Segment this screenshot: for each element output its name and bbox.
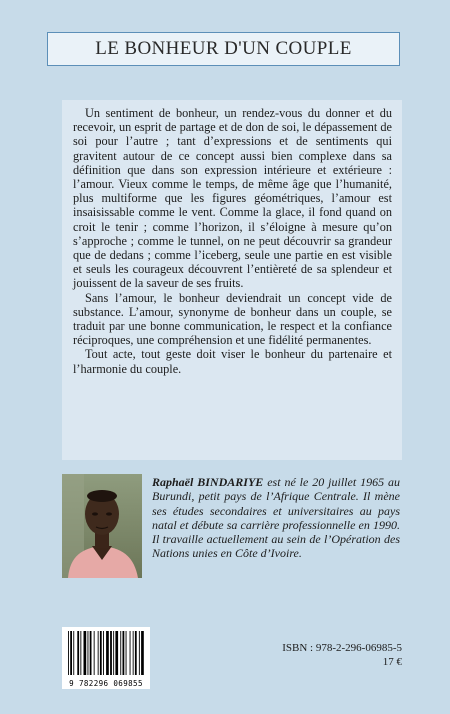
back-cover-summary bbox=[62, 100, 402, 460]
author-photo bbox=[62, 474, 142, 578]
author-bio bbox=[152, 475, 400, 561]
book-title-box bbox=[47, 32, 400, 66]
price: 17 € bbox=[382, 656, 402, 668]
summary-paragraph-3: Tout acte, tout geste doit viser le bonheur du partenaire et l’harmonie du couple. bbox=[73, 347, 392, 376]
barcode-bars bbox=[62, 627, 150, 679]
summary-paragraph-2: Sans l’amour, le bonheur deviendrait un concept vide de substance. L’amour, synonyme de bonheur dans un couple, se traduit par une bonne communication, le respect et la confiance réciproques, une compréhension et une fidélité permanentes. bbox=[73, 290, 392, 348]
isbn: ISBN : 978-2-296-06985-5 bbox=[282, 642, 402, 654]
summary-paragraph-1: Un sentiment de bonheur, un rendez-vous du donner et du recevoir, un esprit de partage et de don de soi, le dépassement de soi pour l’autre ; tant d’expressions et de sentiments qui gravitent autour de ce concept aussi bien complexe dans sa définition que dans son expression intérieure et extérieure : l’amour. Vieux comme le temps, de même âge que l’humanité, plus multiforme que les figures géométriques, l’amour est insaisissable comme le vent. Comme la glace, il fond quand on croit le tenir ; comme l’horizon, il s’éloigne à mesure qu’on s’approche ; comme le tunnel, on ne peut découvrir sa grandeur que de dedans ; comme l’iceberg, seule une partie en est visible et seuls les courageux découvrent l’entièreté de sa splendeur et jouissent de la saveur de ses fruits. bbox=[73, 106, 392, 291]
author-bio-text: est né le 20 juillet 1965 au Burundi, petit pays de l’Afrique Centrale. Il mène ses études secondaires et universitaires au pays natal et débute sa carrière professionnelle en 1990. Il travaille actuellement au sein de l’Opération des Nations unies en Côte d’Ivoire. bbox=[152, 475, 401, 561]
barcode bbox=[62, 627, 150, 689]
barcode-digits: 9 782296 069855 bbox=[69, 679, 143, 688]
book-title: LE BONHEUR D'UN COUPLE bbox=[95, 38, 352, 59]
author-name: Raphaël BINDARIYE bbox=[152, 475, 264, 489]
